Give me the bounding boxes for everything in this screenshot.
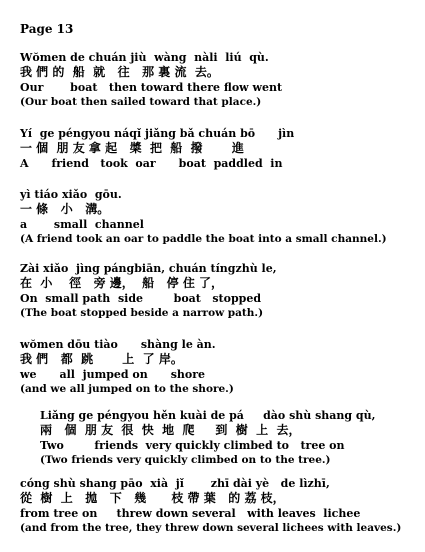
chinese-line: 兩 個 朋 友 很 快 地 爬 到 樹 上 去， <box>40 423 301 437</box>
sentence-block <box>20 337 417 397</box>
chinese-line: 從 樹 上 拋 下 幾 枝 帶 葉 的 荔 枝， <box>20 491 285 505</box>
translation-line: (and we all jumped on to the shore.) <box>20 383 234 395</box>
pinyin-line: Yí ge péngyou náqǐ jiǎng bǎ chuán bō jìn <box>20 127 295 140</box>
english-gloss-line: we all jumped on shore <box>20 368 206 381</box>
sentence-block <box>20 126 417 171</box>
sentence-block <box>20 476 417 536</box>
chinese-line: 一 條 小 溝。 <box>20 202 110 216</box>
sentence-block <box>20 261 417 321</box>
english-gloss-line: Two friends very quickly climbed to tree on <box>40 439 345 452</box>
chinese-line: 一 個 朋 友 拿 起 槳 把 船 撥 進 <box>20 141 244 155</box>
sentence-block <box>20 50 417 110</box>
translation-line: (Two friends very quickly climbed on to the tree.) <box>40 454 331 466</box>
english-gloss-line: On small path side boat stopped <box>20 292 262 305</box>
page-number: Page 13 <box>20 22 74 36</box>
pinyin-line: Liǎng ge péngyou hěn kuài de pá dào shù shang qù, <box>40 409 376 422</box>
pinyin-line: yì tiáo xiǎo gōu. <box>20 188 122 201</box>
pinyin-line: Zài xiǎo jìng pángbiān, chuán tíngzhù le, <box>20 262 277 275</box>
translation-line: (The boat stopped beside a narrow path.) <box>20 307 264 319</box>
sentence-block <box>20 187 417 247</box>
translation-line: (A friend took an oar to paddle the boat into a small channel.) <box>20 233 387 245</box>
english-gloss-line: Our boat then toward there flow went <box>20 81 283 94</box>
pinyin-line: wŏmen dōu tiào shàng le àn. <box>20 338 216 351</box>
chinese-line: 我 們 的 船 就 往 那 裏 流 去。 <box>20 65 219 79</box>
sentence-block <box>40 408 417 468</box>
english-gloss-line: from tree on threw down several with leaves lichee <box>20 507 361 520</box>
english-gloss-line: a small channel <box>20 218 144 231</box>
english-gloss-line: A friend took oar boat paddled in <box>20 157 283 170</box>
translation-line: (and from the tree, they threw down several lichees with leaves.) <box>20 522 402 534</box>
chinese-line: 我 們 都 跳 上 了 岸。 <box>20 352 183 366</box>
pinyin-line: Wŏmen de chuán jiù wàng nàli liú qù. <box>20 51 269 64</box>
chinese-line: 在 小 徑 旁 邊， 船 停 住 了， <box>20 276 224 290</box>
pinyin-line: cóng shù shang pāo xià jǐ zhī dài yè de lìzhī, <box>20 477 330 490</box>
translation-line: (Our boat then sailed toward that place.) <box>20 96 262 108</box>
